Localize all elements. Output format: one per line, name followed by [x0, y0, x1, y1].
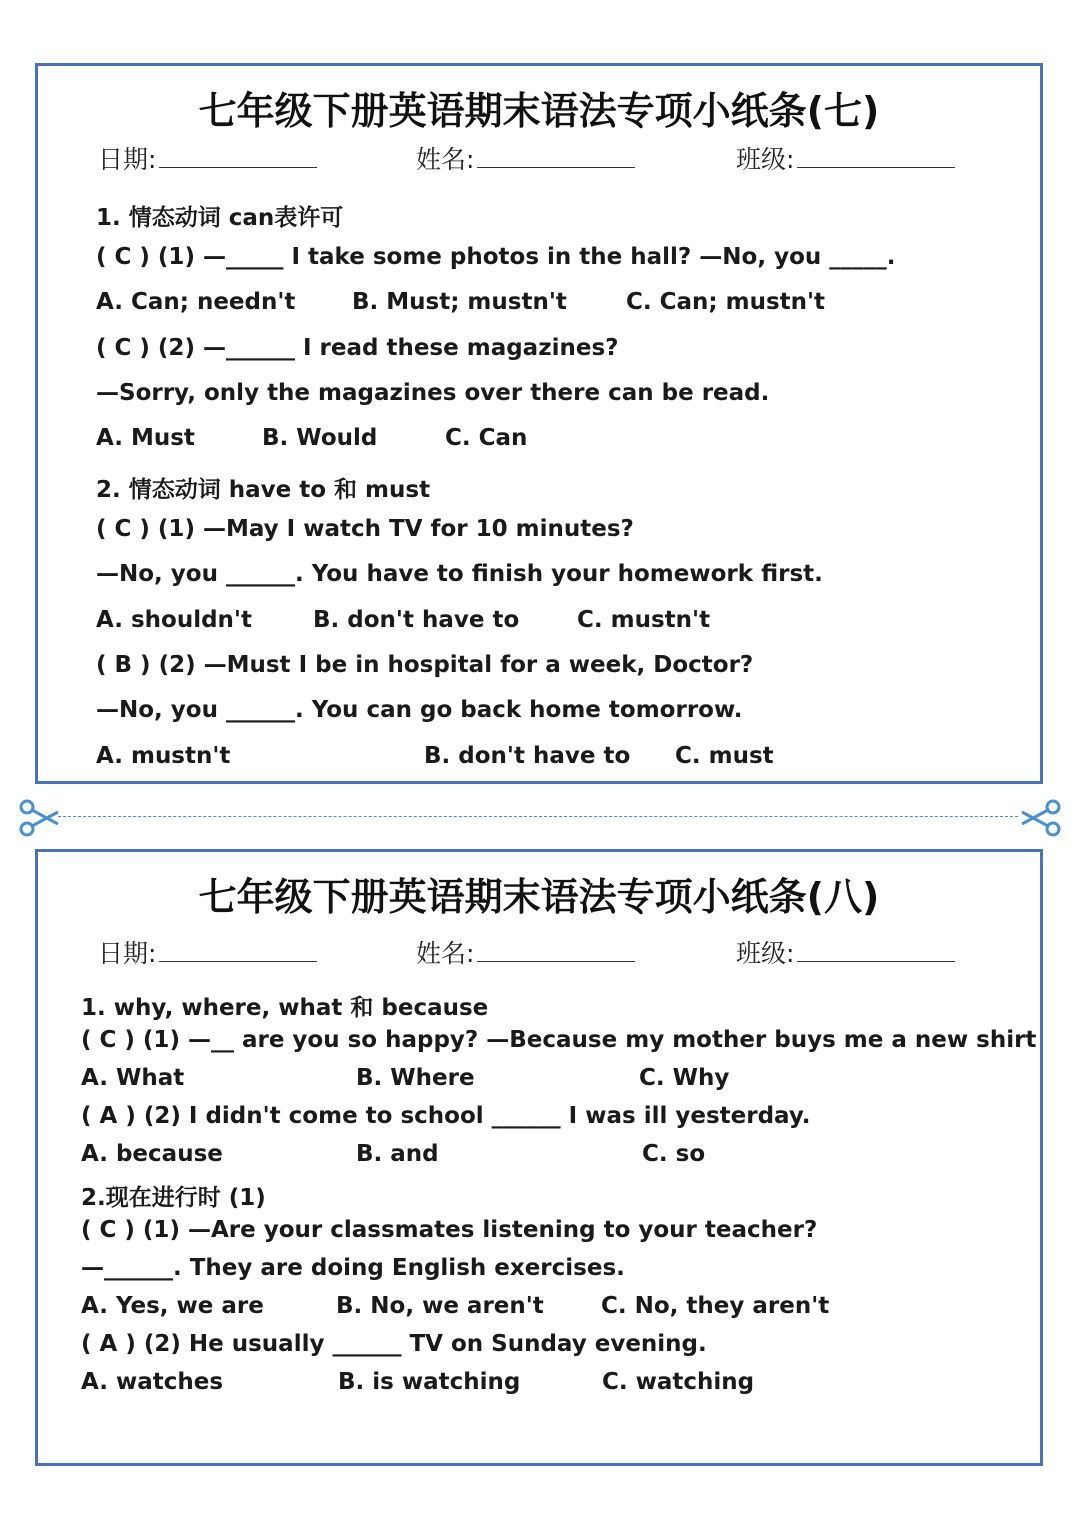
option-b: B. don't have to: [313, 607, 520, 633]
question: ( A ) (2) He usually ______ TV on Sunday evening.: [81, 1331, 707, 1357]
date-label: 日期:: [98, 145, 157, 174]
card-title: 七年级下册英语期末语法专项小纸条(八): [198, 875, 880, 919]
date-blank[interactable]: [159, 939, 317, 962]
question: ( B ) (2) —Must I be in hospital for a week, Doctor?: [96, 652, 754, 678]
class-blank[interactable]: [797, 145, 955, 168]
question: ( A ) (2) I didn't come to school ______ I was ill yesterday.: [81, 1103, 811, 1129]
cut-line: [58, 816, 1018, 817]
scissors-icon: [18, 798, 60, 838]
option-a: A. watches: [81, 1369, 224, 1395]
class-blank[interactable]: [797, 939, 955, 962]
option-c: C. No, they aren't: [601, 1293, 830, 1319]
name-field[interactable]: [416, 140, 635, 176]
class-field[interactable]: [736, 934, 955, 970]
option-b: B. Would: [262, 425, 378, 451]
option-b: B. Must; mustn't: [352, 289, 567, 315]
name-blank[interactable]: [477, 939, 635, 962]
option-a: A. Can; needn't: [96, 289, 296, 315]
option-a: A. shouldn't: [96, 607, 252, 633]
class-field[interactable]: [736, 140, 955, 176]
section-heading: 1. 情态动词 can表许可: [96, 205, 344, 231]
card-title: 七年级下册英语期末语法专项小纸条(七): [198, 89, 880, 133]
scissors-icon: [1020, 798, 1062, 838]
date-field[interactable]: [98, 934, 317, 970]
date-field[interactable]: [98, 140, 317, 176]
worksheet-card-8: [35, 849, 1043, 1466]
class-label: 班级:: [736, 145, 795, 174]
section-heading: 1. why, where, what 和 because: [81, 995, 489, 1021]
name-label: 姓名:: [416, 939, 475, 968]
name-blank[interactable]: [477, 145, 635, 168]
option-a: A. Yes, we are: [81, 1293, 264, 1319]
option-a: A. mustn't: [96, 743, 231, 769]
option-b: B. and: [356, 1141, 439, 1167]
section-heading: 2.现在进行时 (1): [81, 1185, 266, 1211]
question: ( C ) (1) —__ are you so happy? —Because my mother buys me a new shirt: [81, 1027, 1037, 1053]
question: ( C ) (2) —______ I read these magazines?: [96, 335, 619, 361]
option-b: B. don't have to: [424, 743, 631, 769]
question-line: —No, you ______. You can go back home tomorrow.: [96, 697, 743, 723]
option-c: C. watching: [602, 1369, 755, 1395]
option-a: A. because: [81, 1141, 223, 1167]
name-label: 姓名:: [416, 145, 475, 174]
option-b: B. No, we aren't: [336, 1293, 544, 1319]
question: ( C ) (1) —Are your classmates listening to your teacher?: [81, 1217, 818, 1243]
date-label: 日期:: [98, 939, 157, 968]
worksheet-card-7: [35, 63, 1043, 784]
option-c: C. so: [642, 1141, 706, 1167]
option-c: C. mustn't: [577, 607, 711, 633]
question-line: —No, you ______. You have to finish your homework first.: [96, 561, 823, 587]
option-c: C. Can; mustn't: [626, 289, 826, 315]
question-line: —Sorry, only the magazines over there can be read.: [96, 380, 770, 406]
name-field[interactable]: [416, 934, 635, 970]
option-c: C. must: [675, 743, 774, 769]
option-a: A. What: [81, 1065, 185, 1091]
option-b: B. Where: [356, 1065, 475, 1091]
date-blank[interactable]: [159, 145, 317, 168]
section-heading: 2. 情态动词 have to 和 must: [96, 477, 431, 503]
option-b: B. is watching: [338, 1369, 521, 1395]
class-label: 班级:: [736, 939, 795, 968]
option-c: C. Can: [445, 425, 528, 451]
question-line: —______. They are doing English exercises.: [81, 1255, 625, 1281]
question: ( C ) (1) —_____ I take some photos in the hall? —No, you _____.: [96, 244, 896, 270]
option-c: C. Why: [639, 1065, 730, 1091]
option-a: A. Must: [96, 425, 195, 451]
question: ( C ) (1) —May I watch TV for 10 minutes?: [96, 516, 634, 542]
